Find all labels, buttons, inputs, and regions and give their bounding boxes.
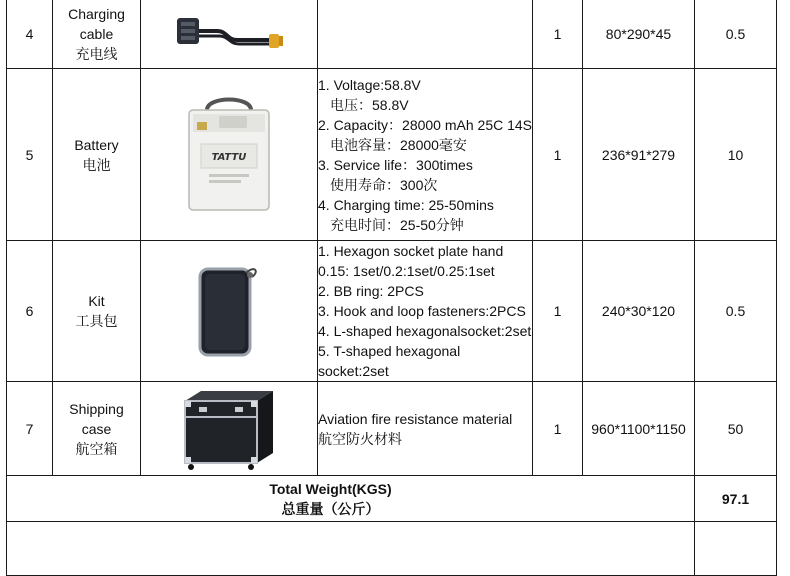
item-image-cell: [141, 241, 318, 382]
item-name-line: case: [81, 420, 112, 437]
item-name-line: 充电线: [75, 45, 118, 62]
product-spec-table: [6, 0, 777, 576]
item-image-cell: [141, 382, 318, 476]
item-description: [318, 0, 533, 69]
item-size: 80*290*45: [583, 0, 695, 69]
total-weight-label-cn: 总重量（公斤）: [281, 500, 380, 517]
total-label-cell: [7, 476, 695, 522]
row-number: 5: [7, 69, 53, 241]
total-weight-label: Total Weight(KGS): [269, 480, 392, 497]
item-quantity: 1: [533, 69, 583, 241]
row-number: 6: [7, 241, 53, 382]
description-line: 航空防火材料: [318, 430, 402, 447]
description-line: 2. Capacity：28000 mAh 25C 14S: [318, 116, 532, 133]
row-number: 4: [7, 0, 53, 69]
item-name-line: cable: [79, 25, 114, 42]
item-weight: 50: [695, 382, 777, 476]
row-number: 7: [7, 382, 53, 476]
item-image-cell: [141, 0, 318, 69]
description-line: 4. L-shaped hexagonalsocket:2set: [318, 323, 532, 339]
description-line: 使用寿命：300次: [330, 176, 438, 193]
battery-image: [179, 92, 279, 217]
description-line: 电池容量：28000毫安: [330, 136, 467, 153]
total-weight-value: 97.1: [695, 476, 777, 522]
empty-row: [7, 522, 777, 576]
description-line: 充电时间：25-50分钟: [330, 216, 464, 233]
item-size: 240*30*120: [583, 241, 695, 382]
table-row: [7, 241, 777, 382]
description-line: socket:2set: [318, 363, 389, 379]
item-name-line: Kit: [88, 293, 105, 309]
description-line: 4. Charging time: 25-50mins: [318, 196, 494, 213]
item-size: 236*91*279: [583, 69, 695, 241]
description-line: 3. Hook and loop fasteners:2PCS: [318, 303, 526, 319]
empty-cell: [7, 522, 695, 576]
item-image-cell: [141, 69, 318, 241]
charging-cable-image: [169, 14, 289, 54]
item-name-line: Battery: [74, 136, 119, 153]
total-row: [7, 476, 777, 522]
table-row: [7, 0, 777, 69]
item-name: [53, 0, 141, 69]
item-size: 960*1100*1150: [583, 382, 695, 476]
description-line: 3. Service life：300times: [318, 156, 473, 173]
item-name-line: Shipping: [69, 400, 124, 417]
item-name-line: 航空箱: [75, 440, 118, 457]
description-line: 0.15: 1set/0.2:1set/0.25:1set: [318, 263, 495, 279]
item-description: [318, 241, 533, 382]
item-name: [53, 69, 141, 241]
item-quantity: 1: [533, 241, 583, 382]
item-name-line: 电池: [82, 156, 111, 173]
item-weight: 0.5: [695, 241, 777, 382]
description-line: 5. T-shaped hexagonal: [318, 343, 461, 359]
item-quantity: 1: [533, 382, 583, 476]
item-name-line: 工具包: [75, 313, 118, 329]
item-name-line: Charging: [68, 5, 125, 22]
item-description: [318, 69, 533, 241]
table-row: [7, 69, 777, 241]
description-line: 1. Hexagon socket plate hand: [318, 243, 504, 259]
description-line: 1. Voltage:58.8V: [318, 76, 421, 93]
description-line: 电压：58.8V: [330, 96, 409, 113]
tool-kit-bag-image: [194, 261, 264, 361]
description-line: Aviation fire resistance material: [318, 410, 513, 427]
item-weight: 0.5: [695, 0, 777, 69]
shipping-case-image: [179, 387, 279, 471]
item-weight: 10: [695, 69, 777, 241]
description-line: 2. BB ring: 2PCS: [318, 283, 424, 299]
empty-cell: [695, 522, 777, 576]
item-name: [53, 382, 141, 476]
item-description: [318, 382, 533, 476]
item-name: [53, 241, 141, 382]
battery-brand-text: TATTU: [211, 152, 247, 163]
table-row: [7, 382, 777, 476]
item-quantity: 1: [533, 0, 583, 69]
